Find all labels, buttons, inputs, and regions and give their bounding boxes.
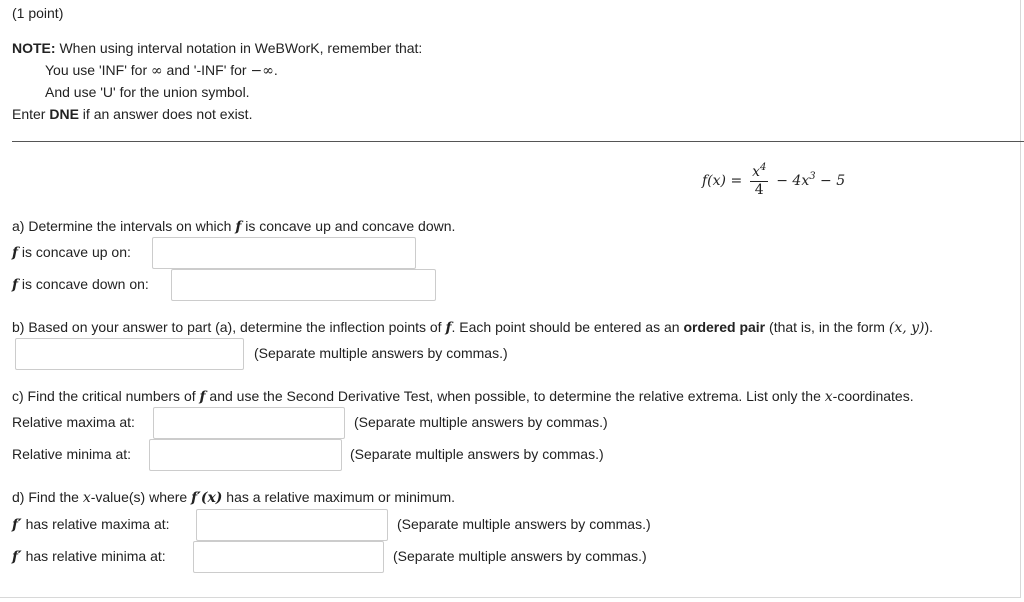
inflection-points-input[interactable] xyxy=(15,338,244,370)
part-b-prompt-end: ). xyxy=(924,319,934,335)
fprime-minima-hint-text: (Separate multiple answers by commas.) xyxy=(393,548,647,564)
part-c-prompt-end: -coordinates. xyxy=(832,388,914,404)
relative-maxima-text: Relative maxima at: xyxy=(12,414,135,430)
relative-maxima-hint-text: (Separate multiple answers by commas.) xyxy=(354,414,608,430)
fprime-maxima-label xyxy=(12,516,170,533)
part-c-prompt xyxy=(12,388,914,405)
part-b-hint-text: (Separate multiple answers by commas.) xyxy=(254,345,508,361)
function-rest-b: − 5 xyxy=(815,173,846,189)
fprime-maxima-text: has relative maxima at: xyxy=(21,516,170,532)
concave-down-label xyxy=(12,276,149,293)
note-text: When using interval notation in WeBWorK, remember that: xyxy=(55,40,423,56)
concave-up-text: is concave up on: xyxy=(18,244,131,260)
relative-minima-text: Relative minima at: xyxy=(12,446,132,462)
part-a-prompt xyxy=(12,218,455,235)
function-rest xyxy=(776,173,845,189)
fprime-maxima-symbol: f′ xyxy=(12,517,22,533)
note-line xyxy=(12,40,422,56)
inf-note-line xyxy=(45,62,278,79)
concave-up-input[interactable] xyxy=(152,237,416,269)
function-rest-a: − 4x xyxy=(776,173,810,189)
concave-down-text: is concave down on: xyxy=(18,276,149,292)
numerator-exponent: 4 xyxy=(759,162,767,174)
part-c-prompt-f: f xyxy=(199,389,206,405)
dne-post: if an answer does not exist. xyxy=(78,106,253,122)
part-b-prompt-pre: b) Based on your answer to part (a), determine the inflection points of xyxy=(12,319,446,335)
union-note-text: And use 'U' for the union symbol. xyxy=(45,84,250,100)
points-label xyxy=(12,5,63,21)
union-note-line xyxy=(45,84,250,100)
part-a-prompt-pre: a) Determine the intervals on which xyxy=(12,218,236,234)
part-d-prompt-x: x xyxy=(82,490,91,506)
part-d-prompt-mid: -value(s) where xyxy=(90,489,192,505)
fraction-numerator xyxy=(750,164,768,182)
relative-maxima-label xyxy=(12,414,135,430)
part-b-prompt-form: (that is, in the form xyxy=(765,319,889,335)
dne-note-line xyxy=(12,106,252,122)
fprime-maxima-hint xyxy=(397,516,651,532)
relative-minima-hint xyxy=(350,446,604,462)
fprime-minima-text: has relative minima at: xyxy=(21,548,166,564)
function-fraction xyxy=(750,164,768,198)
function-rest-exponent: 3 xyxy=(809,171,816,182)
fprime-minima-symbol: f′ xyxy=(12,549,22,565)
part-c-prompt-mid: and use the Second Derivative Test, when possible, to determine the relative extrema. List only the xyxy=(205,388,825,404)
numerator-base: x xyxy=(752,164,760,181)
fprime-minima-input[interactable] xyxy=(193,541,384,573)
part-a-prompt-post: is concave up and concave down. xyxy=(241,218,456,234)
relative-minima-label xyxy=(12,446,131,462)
part-d-prompt xyxy=(12,489,455,506)
function-definition xyxy=(702,160,845,200)
concave-up-label xyxy=(12,244,131,261)
part-b-prompt-mid: . Each point should be entered as an xyxy=(451,319,684,335)
part-d-prompt-fprime: f′(x) xyxy=(191,490,223,506)
relative-maxima-input[interactable] xyxy=(153,407,345,439)
fraction-denominator: 4 xyxy=(754,182,764,199)
part-d-prompt-end: has a relative maximum or minimum. xyxy=(222,489,456,505)
part-b-prompt-f: f xyxy=(445,320,452,336)
part-b-hint xyxy=(254,345,508,361)
relative-minima-hint-text: (Separate multiple answers by commas.) xyxy=(350,446,604,462)
fprime-maxima-hint-text: (Separate multiple answers by commas.) xyxy=(397,516,651,532)
fprime-maxima-input[interactable] xyxy=(196,509,388,541)
part-b-prompt-bold: ordered pair xyxy=(683,319,766,335)
part-c-prompt-pre: c) Find the critical numbers of xyxy=(12,388,200,404)
fprime-minima-label xyxy=(12,548,166,565)
dne-pre: Enter xyxy=(12,106,50,122)
part-b-prompt xyxy=(12,319,933,336)
infinity-symbol: ∞ xyxy=(151,63,163,79)
part-d-prompt-pre: d) Find the xyxy=(12,489,83,505)
relative-minima-input[interactable] xyxy=(149,439,342,471)
fprime-minima-hint xyxy=(393,548,647,564)
separator-rule xyxy=(12,141,1024,142)
concave-up-f: f xyxy=(12,245,19,261)
concave-down-input[interactable] xyxy=(171,269,436,301)
part-a-prompt-f: f xyxy=(235,219,242,235)
part-c-prompt-x: x xyxy=(824,389,833,405)
inf-line-pre: You use 'INF' for xyxy=(45,62,151,78)
relative-maxima-hint xyxy=(354,414,608,430)
inf-line-mid: and '-INF' for xyxy=(162,62,251,78)
points-text: (1 point) xyxy=(12,5,64,21)
neg-infinity-symbol: −∞ xyxy=(250,63,274,79)
inf-line-post: . xyxy=(273,62,278,78)
dne-bold: DNE xyxy=(49,106,79,122)
function-lhs: f(x) = xyxy=(702,173,743,189)
part-b-prompt-pair: (x, y) xyxy=(888,320,925,336)
note-label: NOTE: xyxy=(12,40,56,56)
concave-down-f: f xyxy=(12,277,19,293)
